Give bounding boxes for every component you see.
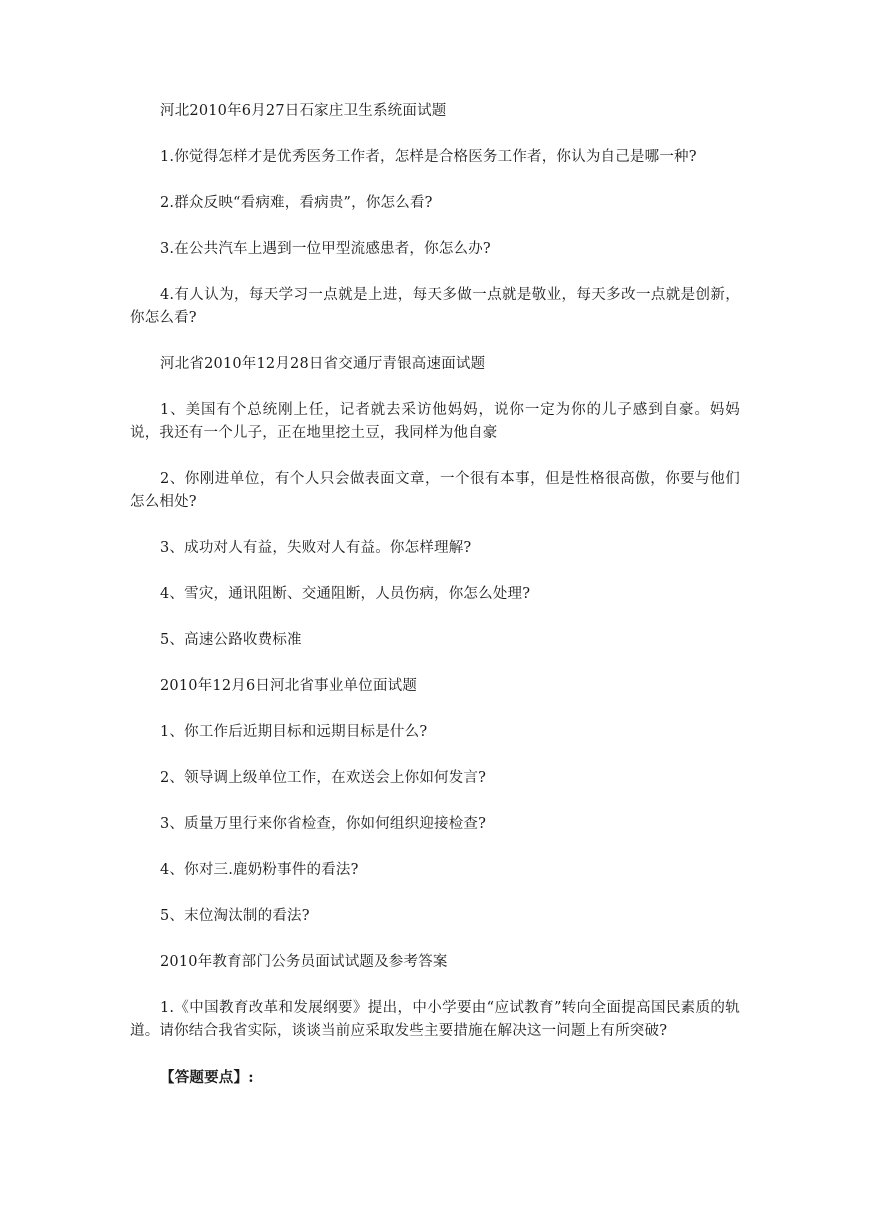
section-title-shijiazhuang-health: 河北2010年6月27日石家庄卫生系统面试题 [160,103,447,119]
section-title-transport-highway: 河北省2010年12月28日省交通厅青银高速面试题 [160,356,486,372]
question-item: 2.群众反映“看病难，看病贵”，你怎么看? [160,195,433,211]
section-title-public-institution: 2010年12月6日河北省事业单位面试题 [160,678,418,694]
question-item: 1、美国有个总统刚上任，记者就去采访他妈妈，说你一定为你的儿子感到自豪。妈妈说，我还有一个儿子，正在地里挖土豆，我同样为他自豪 [130,402,740,441]
answer-points-label: 【答题要点】: [160,1069,254,1086]
question-item: 1、你工作后近期目标和远期目标是什么? [160,724,428,740]
section-title-education-department: 2010年教育部门公务员面试试题及参考答案 [160,954,448,970]
question-item: 2、你刚进单位，有个人只会做表面文章，一个很有本事，但是性格很高傲，你要与他们怎么相处? [130,471,740,510]
question-item: 2、领导调上级单位工作，在欢送会上你如何发言? [160,770,487,786]
question-item: 5、末位淘汰制的看法? [160,908,310,924]
question-item: 3、质量万里行来你省检查，你如何组织迎接检查? [160,816,487,832]
question-item: 4、雪灾，通讯阻断、交通阻断，人员伤病，你怎么处理? [160,586,531,602]
question-item: 3、成功对人有益，失败对人有益。你怎样理解? [160,540,472,556]
question-item: 1.《中国教育改革和发展纲要》提出，中小学要由“应试教育”转向全面提高国民素质的轨道。请你结合我省实际，谈谈当前应采取发些主要措施在解决这一问题上有所突破? [130,1000,740,1039]
question-item: 3.在公共汽车上遇到一位甲型流感患者，你怎么办? [160,241,491,257]
question-item: 4.有人认为，每天学习一点就是上进，每天多做一点就是敬业，每天多改一点就是创新，你怎么看? [130,287,740,326]
question-item: 5、高速公路收费标准 [160,632,302,648]
document-body [130,100,740,1112]
question-item: 1.你觉得怎样才是优秀医务工作者，怎样是合格医务工作者，你认为自己是哪一种? [160,149,697,165]
question-item: 4、你对三.鹿奶粉事件的看法? [160,862,359,878]
